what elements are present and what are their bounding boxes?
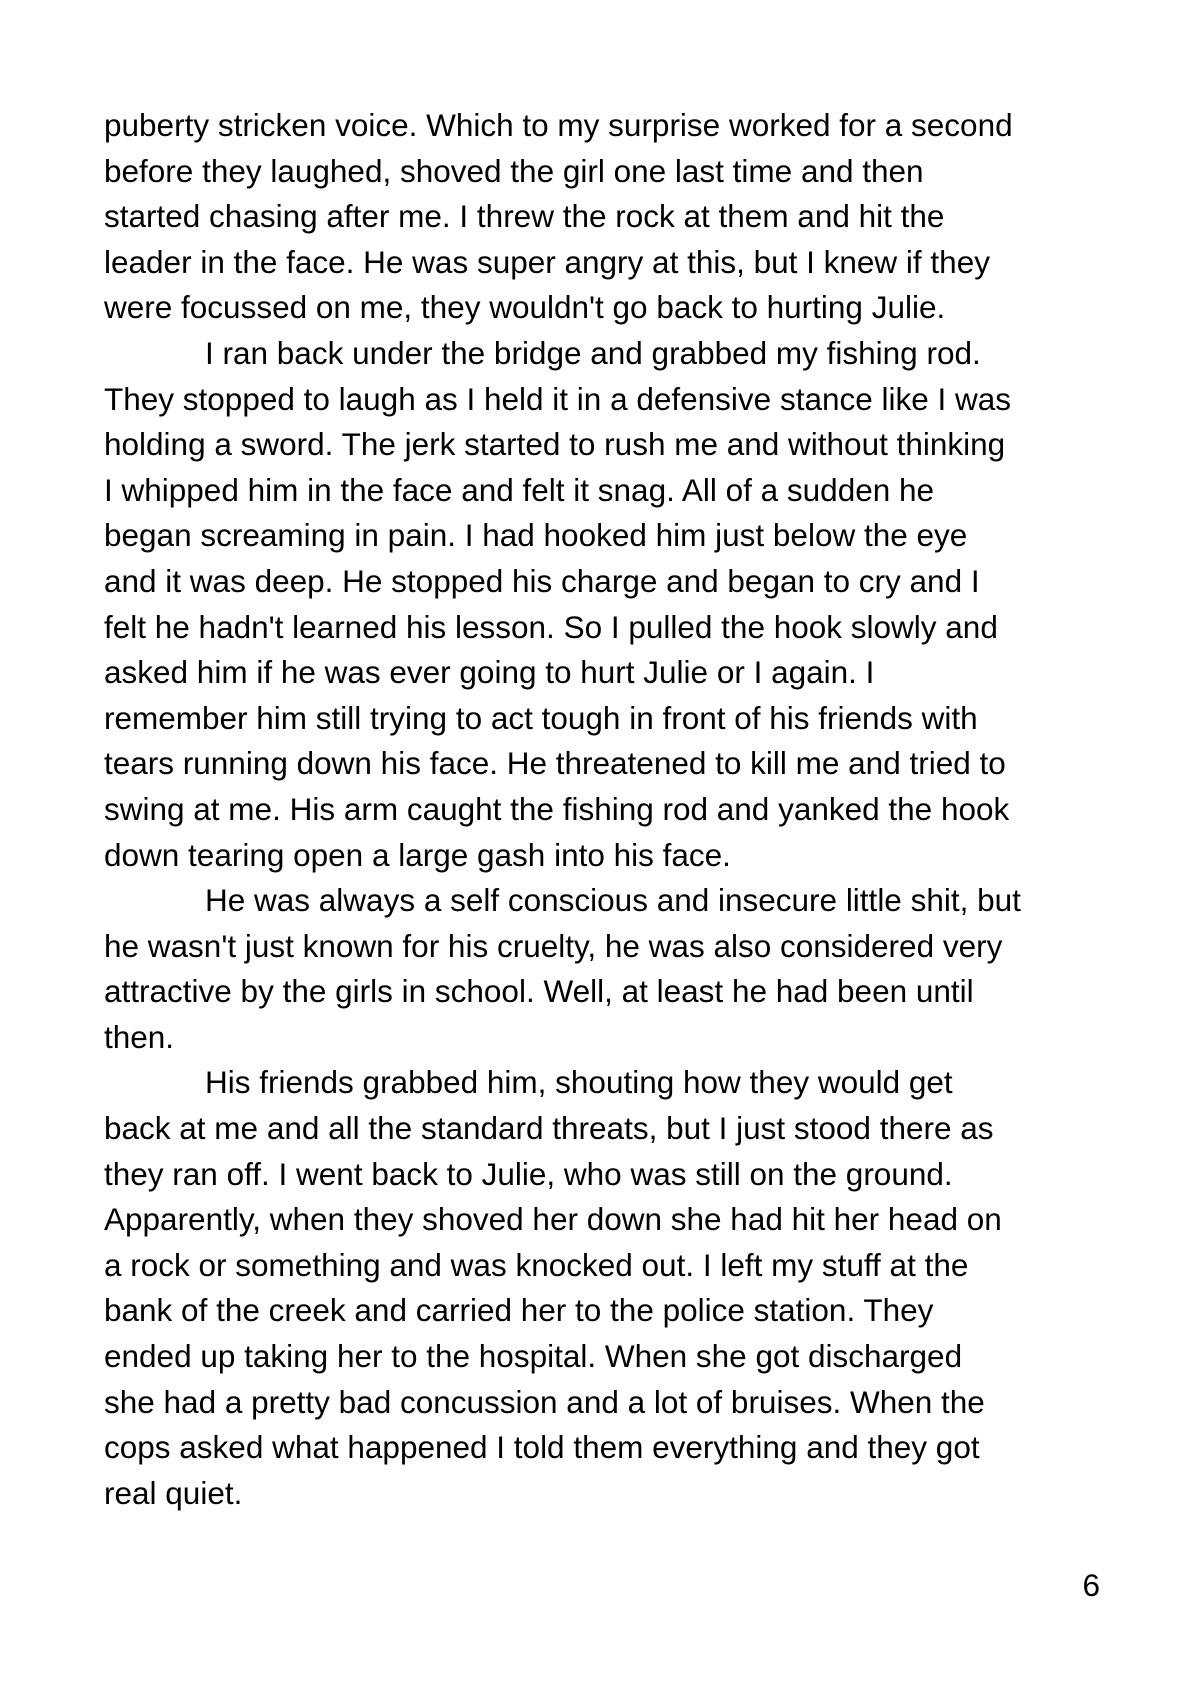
text-line: His friends grabbed him, shouting how they would get	[205, 1064, 953, 1101]
text-line: he wasn't just known for his cruelty, he was also considered very	[104, 927, 1003, 964]
text-line: back at me and all the standard threats, but I just stood there as	[104, 1110, 994, 1147]
text-line: and it was deep. He stopped his charge and began to cry and I	[104, 562, 980, 599]
text-line: They stopped to laugh as I held it in a defensive stance like I was	[104, 380, 1012, 417]
text-line: real quiet.	[104, 1474, 243, 1511]
text-line: asked him if he was ever going to hurt Julie or I again. I	[104, 654, 875, 691]
text-line: He was always a self conscious and insecure little shit, but	[205, 882, 1021, 919]
text-line: holding a sword. The jerk started to rush me and without thinking	[104, 426, 1006, 463]
text-line: bank of the creek and carried her to the police station. They	[104, 1292, 934, 1329]
text-line: attractive by the girls in school. Well, at least he had been until	[104, 973, 974, 1010]
paragraph-2	[104, 331, 1114, 878]
text-line: before they laughed, shoved the girl one last time and then	[104, 152, 924, 189]
paragraph-3	[104, 878, 1114, 1060]
paragraph-4	[104, 1060, 1114, 1516]
text-line: down tearing open a large gash into his face.	[104, 836, 731, 873]
text-line: swing at me. His arm caught the fishing rod and yanked the hook	[104, 790, 1010, 827]
paragraph-1	[104, 103, 1114, 331]
text-line: were focussed on me, they wouldn't go back to hurting Julie.	[104, 289, 946, 326]
text-line: puberty stricken voice. Which to my surprise worked for a second	[104, 107, 1013, 143]
text-line: I whipped him in the face and felt it snag. All of a sudden he	[104, 471, 935, 508]
text-line: they ran off. I went back to Julie, who was still on the ground.	[104, 1155, 953, 1192]
text-line: felt he hadn't learned his lesson. So I pulled the hook slowly and	[104, 608, 998, 645]
text-line: cops asked what happened I told them everything and they got	[104, 1429, 980, 1466]
page-number: 6	[1082, 1567, 1100, 1603]
text-line: she had a pretty bad concussion and a lot of bruises. When the	[104, 1383, 985, 1420]
text-line: began screaming in pain. I had hooked him just below the eye	[104, 517, 968, 554]
text-line: started chasing after me. I threw the rock at them and hit the	[104, 198, 945, 235]
text-line: tears running down his face. He threatened to kill me and tried to	[104, 745, 1006, 782]
text-line: Apparently, when they shoved her down she had hit her head on	[104, 1201, 1002, 1238]
text-line: then.	[104, 1018, 175, 1055]
text-line: a rock or something and was knocked out. I left my stuff at the	[104, 1246, 969, 1283]
text-line: I ran back under the bridge and grabbed my fishing rod.	[205, 334, 981, 371]
body-text	[104, 103, 1114, 1516]
text-line: leader in the face. He was super angry at this, but I knew if they	[104, 243, 990, 280]
text-line: ended up taking her to the hospital. When she got discharged	[104, 1338, 963, 1375]
text-line: remember him still trying to act tough in front of his friends with	[104, 699, 978, 736]
